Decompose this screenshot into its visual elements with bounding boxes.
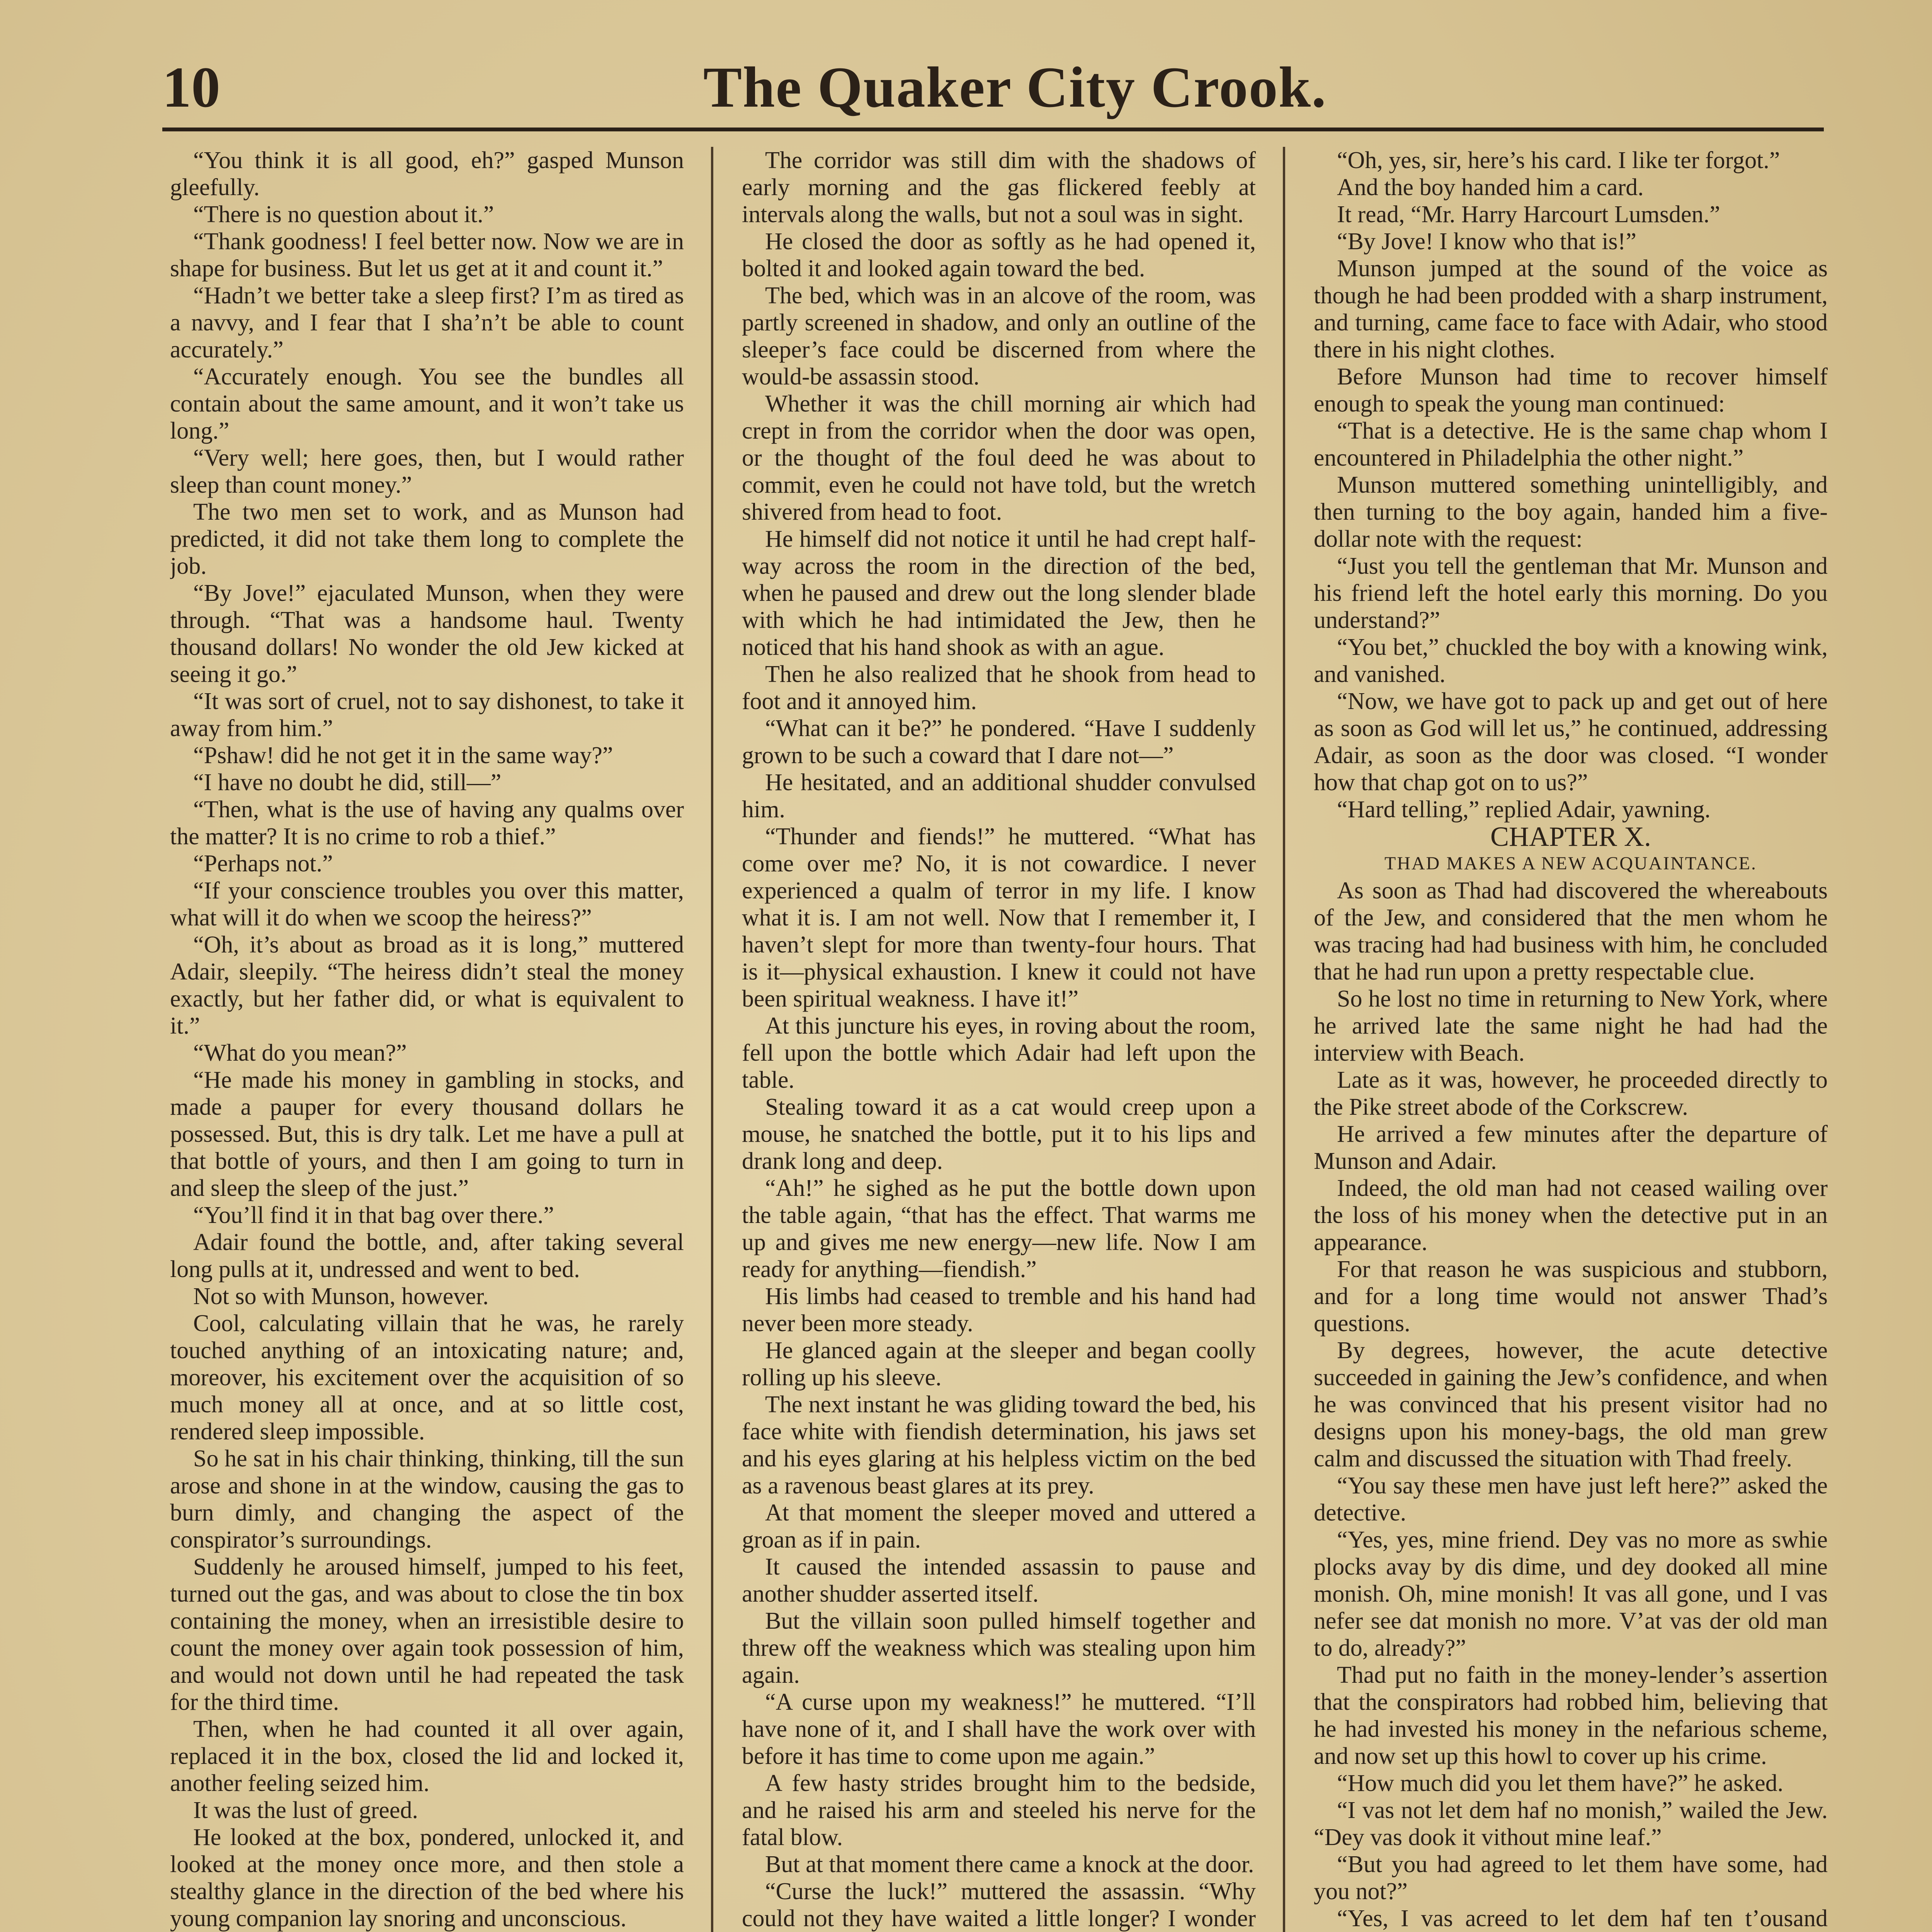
column-3-chapter-text bbox=[1314, 877, 1828, 1932]
paragraph: “What do you mean?” bbox=[193, 1040, 407, 1066]
paragraph: He looked at the box, pondered, unlocked it, and looked at the money once more, and then stole a stealthy glance in the direction of the bed where his young companion lay snoring and unconscious. bbox=[170, 1824, 684, 1932]
paragraph: But the villain soon pulled himself together and threw off the weakness which was stealing upon him again. bbox=[742, 1608, 1256, 1688]
paragraph: “I have no doubt he did, still—” bbox=[193, 769, 502, 796]
paragraph: Before Munson had time to recover himself enough to speak the young man continued: bbox=[1314, 364, 1828, 417]
paragraph: “You bet,” chuckled the boy with a knowing wink, and vanished. bbox=[1314, 634, 1828, 687]
chapter-subheading: THAD MAKES A NEW ACQUAINTANCE. bbox=[1384, 853, 1757, 874]
column-3-top-text bbox=[1314, 147, 1828, 823]
paragraph: Not so with Munson, however. bbox=[193, 1283, 489, 1310]
paragraph: Indeed, the old man had not ceased wailing over the loss of his money when the detective put in an appearance. bbox=[1314, 1175, 1828, 1255]
paragraph: He arrived a few minutes after the departure of Munson and Adair. bbox=[1314, 1121, 1828, 1174]
paragraph: Suddenly he aroused himself, jumped to his feet, turned out the gas, and was about to close the tin box containing the money, when an irresistible desire to count the money over again took possession of him, and would not down until he had repeated the task for the third time. bbox=[170, 1554, 684, 1715]
paragraph: “Perhaps not.” bbox=[193, 850, 333, 877]
text-column-1 bbox=[170, 147, 684, 1932]
paragraph: “Thank goodness! I feel better now. Now we are in shape for business. But let us get at it and count it.” bbox=[170, 228, 684, 282]
paragraph: “Yes, I vas acreed to let dem haf ten t’ousand bbox=[1337, 1905, 1828, 1932]
paragraph: The corridor was still dim with the shadows of early morning and the gas flickered feebly at intervals along the walls, but not a soul was in sight. bbox=[742, 147, 1256, 228]
paragraph: He glanced again at the sleeper and began coolly rolling up his sleeve. bbox=[742, 1337, 1256, 1391]
page-number: 10 bbox=[162, 55, 220, 119]
paragraph: At this juncture his eyes, in roving about the room, fell upon the bottle which Adair had left upon the table. bbox=[742, 1013, 1256, 1093]
paragraph: “Yes, yes, mine friend. Dey vas no more as swhie plocks avay by dis dime, und dey dooked all mine monish. Oh, mine monish! It vas all gone, und I vas nefer see dat monish no more. V’at vas der old man to do, already?” bbox=[1314, 1527, 1828, 1661]
paragraph: As soon as Thad had discovered the whereabouts of the Jew, and considered that the men whom he was tracing had had business with him, he concluded that he had run upon a pretty respectable clue. bbox=[1314, 878, 1828, 985]
paragraph: “You’ll find it in that bag over there.” bbox=[193, 1202, 554, 1228]
paragraph: Then, when he had counted it all over again, replaced it in the box, closed the lid and locked it, another feeling seized him. bbox=[170, 1716, 684, 1796]
page-header bbox=[162, 46, 1824, 131]
paragraph: “Oh, it’s about as broad as it is long,” muttered Adair, sleepily. “The heiress didn’t steal the money exactly, but her father did, or what is equivalent to it.” bbox=[170, 932, 684, 1039]
paragraph: “Oh, yes, sir, here’s his card. I like ter forgot.” bbox=[1337, 147, 1780, 173]
paragraph: Stealing toward it as a cat would creep upon a mouse, he snatched the bottle, put it to his lips and drank long and deep. bbox=[742, 1094, 1256, 1174]
paragraph: “You say these men have just left here?” asked the detective. bbox=[1314, 1473, 1828, 1526]
paragraph: So he lost no time in returning to New York, where he arrived late the same night he had had the interview with Beach. bbox=[1314, 986, 1828, 1066]
paragraph: “You think it is all good, eh?” gasped Munson gleefully. bbox=[170, 147, 684, 201]
paragraph: “I vas not let dem haf no monish,” wailed the Jew. “Dey vas dook it vithout mine leaf.” bbox=[1314, 1797, 1828, 1850]
paragraph: “How much did you let them have?” he asked. bbox=[1337, 1770, 1784, 1796]
paragraph: “Ah!” he sighed as he put the bottle down upon the table again, “that has the effect. That warms me up and gives me new energy—new life. Now I am ready for anything—fiendish.” bbox=[742, 1175, 1256, 1282]
paragraph: “There is no question about it.” bbox=[193, 201, 494, 228]
paragraph: “But you had agreed to let them have some, had you not?” bbox=[1314, 1851, 1828, 1905]
paragraph: The two men set to work, and as Munson had predicted, it did not take them long to complete the job. bbox=[170, 499, 684, 579]
paragraph: “Now, we have got to pack up and get out of here as soon as God will let us,” he continued, addressing Adair, as soon as the door was closed. “I wonder how that chap got on to us?” bbox=[1314, 688, 1828, 796]
column-divider-2 bbox=[1283, 147, 1285, 1932]
column-divider-1 bbox=[711, 147, 713, 1932]
chapter-heading: CHAPTER X. bbox=[1490, 821, 1651, 852]
paragraph: “It was sort of cruel, not to say dishonest, to take it away from him.” bbox=[170, 688, 684, 742]
paragraph: It was the lust of greed. bbox=[193, 1797, 418, 1823]
paragraph: And the boy handed him a card. bbox=[1337, 174, 1644, 201]
paragraph: At that moment the sleeper moved and uttered a groan as if in pain. bbox=[742, 1500, 1256, 1553]
paragraph: “If your conscience troubles you over this matter, what will it do when we scoop the heiress?” bbox=[170, 878, 684, 931]
header-rule bbox=[162, 128, 1824, 131]
paragraph: “Accurately enough. You see the bundles all contain about the same amount, and it won’t take us long.” bbox=[170, 364, 684, 444]
paragraph: “Then, what is the use of having any qualms over the matter? It is no crime to rob a thief.” bbox=[170, 796, 684, 850]
paragraph: Then he also realized that he shook from head to foot and it annoyed him. bbox=[742, 661, 1256, 714]
paragraph: Late as it was, however, he proceeded directly to the Pike street abode of the Corkscrew. bbox=[1314, 1067, 1828, 1120]
paragraph: So he sat in his chair thinking, thinking, till the sun arose and shone in at the window, causing the gas to burn dimly, and changing the aspect of the conspirator’s surroundings. bbox=[170, 1446, 684, 1553]
paragraph: “Pshaw! did he not get it in the same way?” bbox=[193, 742, 613, 769]
paragraph: The bed, which was in an alcove of the room, was partly screened in shadow, and only an outline of the sleeper’s face could be discerned from where the would-be assassin stood. bbox=[742, 282, 1256, 390]
running-title: The Quaker City Crook. bbox=[703, 55, 1327, 119]
paragraph: He closed the door as softly as he had opened it, bolted it and looked again toward the bed. bbox=[742, 228, 1256, 282]
paragraph: The next instant he was gliding toward the bed, his face white with fiendish determination, his jaws set and his eyes glaring at his helpless victim on the bed as a ravenous beast glares at its prey. bbox=[742, 1391, 1256, 1499]
paragraph: “Curse the luck!” muttered the assassin. “Why could not they have waited a little longer? I wonder bbox=[742, 1878, 1256, 1932]
paragraph: Cool, calculating villain that he was, he rarely touched anything of an intoxicating nature; and, moreover, his excitement over the acquisition of so much money all at once, and at so little cost, rendered sleep impossible. bbox=[170, 1310, 684, 1445]
paragraph: “A curse upon my weakness!” he muttered. “I’ll have none of it, and I shall have the work over with before it has time to come upon me again.” bbox=[742, 1689, 1256, 1769]
paragraph: “Very well; here goes, then, but I would rather sleep than count money.” bbox=[170, 445, 684, 498]
text-column-2 bbox=[742, 147, 1256, 1932]
paragraph: Whether it was the chill morning air which had crept in from the corridor when the door was open, or the thought of the foul deed he was about to commit, even he could not have told, but the wretch shivered from head to foot. bbox=[742, 391, 1256, 525]
paragraph: Munson jumped at the sound of the voice as though he had been prodded with a sharp instrument, and turning, came face to face with Adair, who stood there in his night clothes. bbox=[1314, 255, 1828, 363]
paragraph: “By Jove!” ejaculated Munson, when they were through. “That was a handsome haul. Twenty thousand dollars! No wonder the old Jew kicked at seeing it go.” bbox=[170, 580, 684, 687]
paragraph: Adair found the bottle, and, after taking several long pulls at it, undressed and went to bed. bbox=[170, 1229, 684, 1282]
paragraph: “What can it be?” he pondered. “Have I suddenly grown to be such a coward that I dare not—” bbox=[742, 715, 1256, 769]
paragraph: But at that moment there came a knock at the door. bbox=[765, 1851, 1254, 1878]
paragraph: Munson muttered something unintelligibly, and then turning to the boy again, handed him a five-dollar note with the request: bbox=[1314, 472, 1828, 552]
paragraph: For that reason he was suspicious and stubborn, and for a long time would not answer Thad’s questions. bbox=[1314, 1256, 1828, 1337]
paragraph: “Hard telling,” replied Adair, yawning. bbox=[1337, 796, 1711, 823]
paragraph: It read, “Mr. Harry Harcourt Lumsden.” bbox=[1337, 201, 1720, 228]
paragraph: “He made his money in gambling in stocks, and made a pauper for every thousand dollars he possessed. But, this is dry talk. Let me have a pull at that bottle of yours, and then I am going to turn in and sleep the sleep of the just.” bbox=[170, 1067, 684, 1201]
paragraph: His limbs had ceased to tremble and his hand had never been more steady. bbox=[742, 1283, 1256, 1337]
text-column-3 bbox=[1314, 147, 1828, 1932]
paragraph: He hesitated, and an additional shudder convulsed him. bbox=[742, 769, 1256, 823]
paragraph: Thad put no faith in the money-lender’s assertion that the conspirators had robbed him, believing that he had invested his money in the nefarious scheme, and now set up this howl to cover up his crime. bbox=[1314, 1662, 1828, 1769]
paragraph: It caused the intended assassin to pause and another shudder asserted itself. bbox=[742, 1554, 1256, 1607]
paragraph: He himself did not notice it until he had crept half-way across the room in the direction of the bed, when he paused and drew out the long slender blade with which he had intimidated the Jew, then he noticed that his hand shook as with an ague. bbox=[742, 526, 1256, 660]
paragraph: “Just you tell the gentleman that Mr. Munson and his friend left the hotel early this morning. Do you understand?” bbox=[1314, 553, 1828, 633]
paragraph: A few hasty strides brought him to the bedside, and he raised his arm and steeled his nerve for the fatal blow. bbox=[742, 1770, 1256, 1850]
paragraph: “That is a detective. He is the same chap whom I encountered in Philadelphia the other night.” bbox=[1314, 418, 1828, 471]
paragraph: “Hadn’t we better take a sleep first? I’m as tired as a navvy, and I fear that I sha’n’t be able to count accurately.” bbox=[170, 282, 684, 363]
paragraph: “By Jove! I know who that is!” bbox=[1337, 228, 1636, 255]
paragraph: “Thunder and fiends!” he muttered. “What has come over me? No, it is not cowardice. I never experienced a qualm of terror in my life. I know what it is. I am not well. Now that I remember it, I haven’t slept for more than twenty-four hours. That is it—physical exhaustion. I knew it could not have been spiritual weakness. I have it!” bbox=[742, 823, 1256, 1012]
paragraph: By degrees, however, the acute detective succeeded in gaining the Jew’s confidence, and when he was convinced that his present visitor had no designs upon his money-bags, the old man grew calm and discussed the situation with Thad freely. bbox=[1314, 1337, 1828, 1472]
